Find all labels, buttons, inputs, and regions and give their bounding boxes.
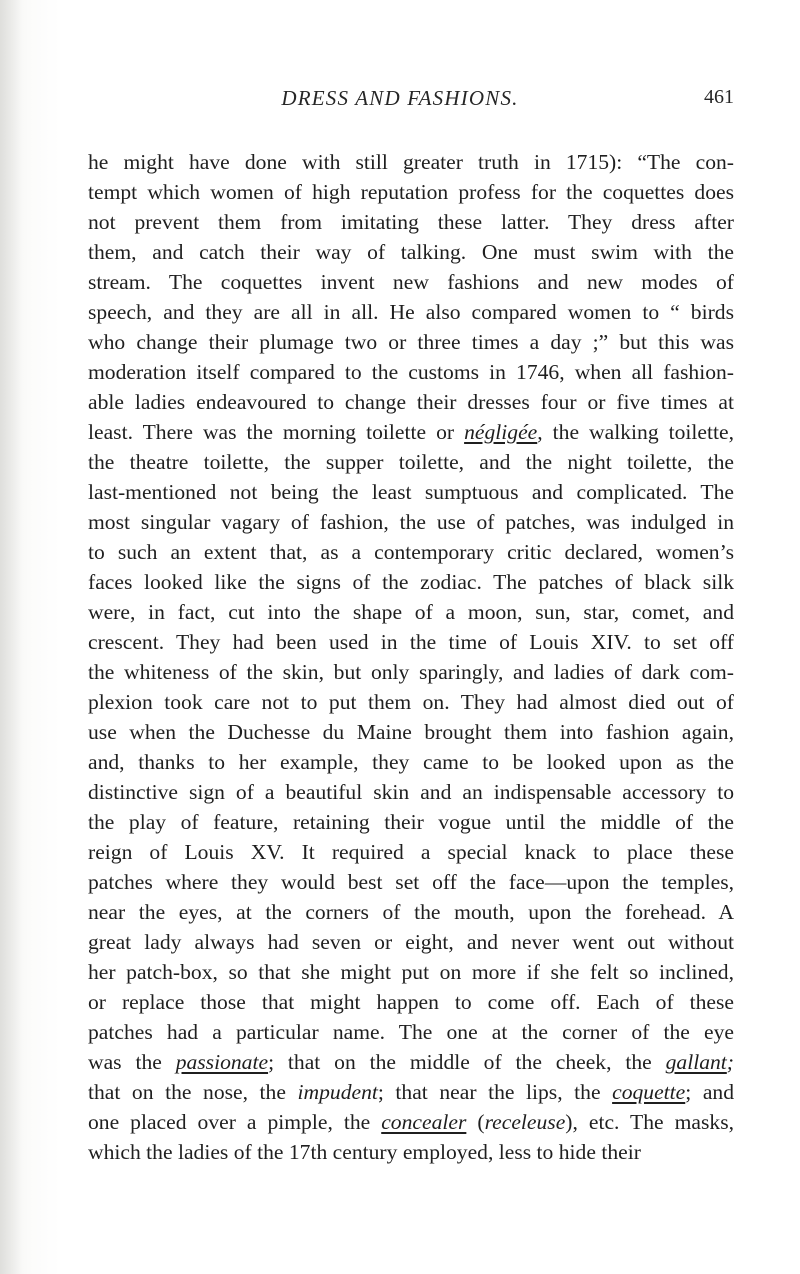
text-line: use when the Duchesse du Maine brought them into fashion again, bbox=[88, 720, 734, 744]
text-run: ; that on the middle of the cheek, the bbox=[268, 1050, 666, 1074]
running-head bbox=[0, 86, 800, 120]
italic-term-concealer: concealer bbox=[381, 1110, 467, 1134]
text-line: distinctive sign of a beautiful skin and an indispensable accessory to bbox=[88, 780, 734, 804]
text-line: near the eyes, at the corners of the mouth, upon the forehead. A bbox=[88, 900, 734, 924]
text-line: the play of feature, retaining their vogue until the middle of the bbox=[88, 810, 734, 834]
body-paragraph bbox=[88, 147, 734, 1167]
text-line: and, thanks to her example, they came to be looked upon as the bbox=[88, 750, 734, 774]
text-run: ), etc. The masks, bbox=[565, 1110, 735, 1134]
text-line: most singular vagary of fashion, the use of patches, was indulged in bbox=[88, 510, 734, 534]
text-line: crescent. They had been used in the time of Louis XIV. to set off bbox=[88, 630, 734, 654]
italic-term-negligee: négligée bbox=[464, 420, 538, 444]
italic-term-passionate: passionate bbox=[175, 1050, 269, 1074]
italic-term-receleuse: receleuse bbox=[484, 1110, 566, 1134]
text-line: great lady always had seven or eight, and never went out without bbox=[88, 930, 734, 954]
text-line: plexion took care not to put them on. They had almost died out of bbox=[88, 690, 734, 714]
text-run: ( bbox=[466, 1110, 485, 1134]
text-line: tempt which women of high reputation profess for the coquettes does bbox=[88, 180, 734, 204]
text-line bbox=[88, 1107, 734, 1137]
text-line: last-mentioned not being the least sumptuous and complicated. The bbox=[88, 480, 734, 504]
text-run: ; and bbox=[685, 1080, 734, 1104]
text-line: not prevent them from imitating these latter. They dress after bbox=[88, 210, 734, 234]
text-run: ; that near the lips, the bbox=[377, 1080, 613, 1104]
page-gutter-shadow bbox=[0, 0, 22, 1274]
text-run: , the walking toilette, bbox=[537, 420, 734, 444]
text-line: patches had a particular name. The one at the corner of the eye bbox=[88, 1020, 734, 1044]
text-line: the theatre toilette, the supper toilette, and the night toilette, the bbox=[88, 450, 734, 474]
text-line bbox=[88, 417, 734, 447]
running-title: DRESS AND FASHIONS. bbox=[281, 86, 519, 110]
text-line: speech, and they are all in all. He also compared women to “ birds bbox=[88, 300, 734, 324]
text-line bbox=[88, 1047, 734, 1077]
text-line: patches where they would best set off the face—upon the temples, bbox=[88, 870, 734, 894]
text-run: that on the nose, the bbox=[88, 1080, 298, 1104]
text-line: were, in fact, cut into the shape of a moon, sun, star, comet, and bbox=[88, 600, 734, 624]
text-line: them, and catch their way of talking. One must swim with the bbox=[88, 240, 734, 264]
italic-term-coquette: coquette bbox=[612, 1080, 686, 1104]
text-run: ; bbox=[726, 1050, 734, 1074]
text-line: or replace those that might happen to come off. Each of these bbox=[88, 990, 734, 1014]
text-line: the whiteness of the skin, but only sparingly, and ladies of dark com- bbox=[88, 660, 734, 684]
text-line: moderation itself compared to the customs in 1746, when all fashion- bbox=[88, 360, 734, 384]
text-line: reign of Louis XV. It required a special knack to place these bbox=[88, 840, 734, 864]
text-line: who change their plumage two or three times a day ;” but this was bbox=[88, 330, 734, 354]
text-line: able ladies endeavoured to change their dresses four or five times at bbox=[88, 390, 734, 414]
text-run: one placed over a pimple, the bbox=[88, 1110, 382, 1134]
text-line: which the ladies of the 17th century employed, less to hide their bbox=[88, 1140, 641, 1164]
text-line: faces looked like the signs of the zodiac. The patches of black silk bbox=[88, 570, 734, 594]
text-line: to such an extent that, as a contemporary critic declared, women’s bbox=[88, 540, 734, 564]
italic-term-gallant: gallant bbox=[665, 1050, 727, 1074]
text-run: was the bbox=[88, 1050, 176, 1074]
page-number: 461 bbox=[704, 86, 734, 108]
text-line bbox=[88, 1077, 734, 1107]
text-line: he might have done with still greater truth in 1715): “The con- bbox=[88, 150, 734, 174]
text-line: stream. The coquettes invent new fashions and new modes of bbox=[88, 270, 734, 294]
text-line: her patch-box, so that she might put on more if she felt so inclined, bbox=[88, 960, 734, 984]
text-run: least. There was the morning toilette or bbox=[88, 420, 465, 444]
italic-term-impudent: impudent bbox=[297, 1080, 378, 1104]
